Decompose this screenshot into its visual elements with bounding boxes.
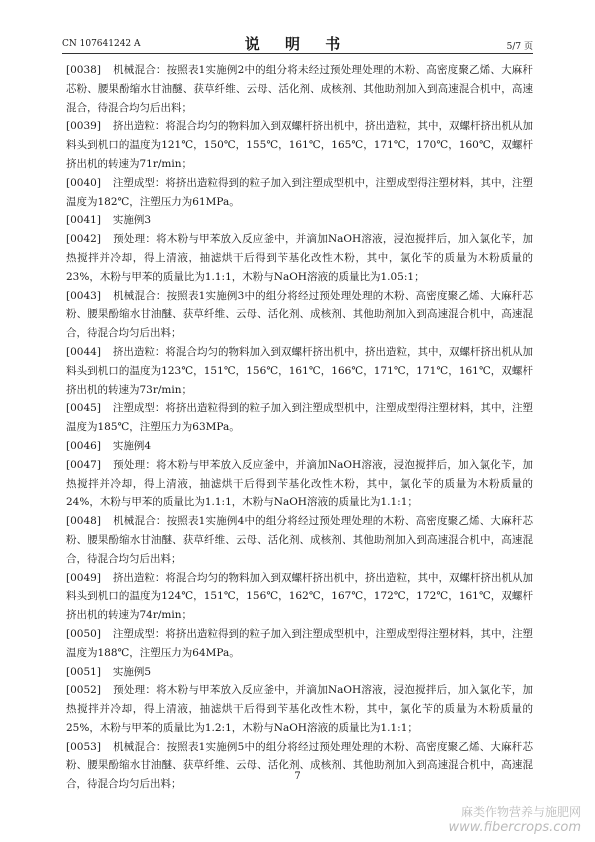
paragraph-0044 [66, 343, 533, 399]
paragraph-0038 [66, 61, 533, 117]
paragraph-number: [0041] [66, 214, 101, 227]
paragraph-text: 注塑成型：将挤出造粒得到的粒子加入到注塑成型机中，注塑成型得注塑材料，其中，注塑温度为182℃，注塑压力为61MPa。 [66, 176, 533, 208]
paragraph-number: [0050] [66, 627, 101, 640]
header-rule [62, 53, 533, 54]
paragraph-number: [0046] [66, 439, 101, 452]
section-heading: 实施例5 [112, 665, 152, 678]
paragraph-0042 [66, 230, 533, 286]
page-number: 7 [294, 771, 301, 782]
paragraph-0051 [66, 663, 533, 682]
paragraph-0040 [66, 174, 533, 212]
paragraph-text: 预处理：将木粉与甲苯放入反应釜中，并滴加NaOH溶液，浸泡搅拌后，加入氯化苄，加热搅拌并冷却，得上清液，抽滤烘干后得到苄基化改性木粉，其中，氯化苄的质量为木粉质量的24%，木粉与甲苯的质量比为1.1:1，木粉与NaOH溶液的质量比为1.1:1； [66, 458, 533, 509]
watermark [448, 803, 581, 835]
paragraph-number: [0039] [66, 120, 101, 133]
paragraph-0050 [66, 625, 533, 663]
paragraph-text: 挤出造粒：将混合均匀的物料加入到双螺杆挤出机中，挤出造粒，其中，双螺杆挤出机从加料头到机口的温度为121℃，150℃，155℃，161℃，165℃，171℃，170℃，160℃，双螺杆挤出机的转速为71r/min； [66, 120, 533, 170]
paragraph-0053 [66, 738, 533, 794]
paragraph-number: [0047] [66, 458, 101, 471]
publication-number: CN 107641242 A [62, 39, 141, 49]
paragraph-number: [0042] [66, 233, 101, 246]
paragraph-number: [0044] [66, 345, 101, 358]
paragraph-number: [0045] [66, 402, 101, 415]
paragraph-text: 挤出造粒：将混合均匀的物料加入到双螺杆挤出机中，挤出造粒，其中，双螺杆挤出机从加料头到机口的温度为123℃，151℃，156℃，161℃，166℃，171℃，171℃，161℃，双螺杆挤出机的转速为73r/min； [66, 345, 533, 396]
paragraph-0039 [66, 117, 533, 173]
document-title: 说 明 书 [244, 35, 351, 53]
paragraph-number: [0049] [66, 571, 101, 584]
paragraph-number: [0038] [66, 64, 101, 76]
paragraph-0041 [66, 211, 533, 230]
paragraph-number: [0043] [66, 289, 101, 302]
paragraph-0045 [66, 399, 533, 437]
paragraph-number: [0053] [66, 740, 101, 753]
paragraph-0046 [66, 437, 533, 456]
paragraph-number: [0051] [66, 665, 101, 678]
page-info: 5/7 页 [506, 42, 533, 52]
paragraph-number: [0048] [66, 515, 101, 528]
paragraph-number: [0052] [66, 684, 101, 697]
paragraph-text: 预处理：将木粉与甲苯放入反应釜中，并滴加NaOH溶液，浸泡搅拌后，加入氯化苄，加热搅拌并冷却，得上清液，抽滤烘干后得到苄基化改性木粉，其中，氯化苄的质量为木粉质量的23%，木粉与甲苯的质量比为1.1:1，木粉与NaOH溶液的质量比为1.05:1； [66, 233, 533, 283]
paragraph-text: 机械混合：按照表1实施例5中的组分将经过预处理处理的木粉、高密度聚乙烯、大麻秆芯粉、腰果酚缩水甘油醚、获草纤维、云母、活化剂、成核剂、其他助剂加入到高速混合机中，高速混合，待混合均匀后出料； [66, 740, 533, 791]
paragraph-0047 [66, 456, 533, 512]
paragraph-text: 挤出造粒：将混合均匀的物料加入到双螺杆挤出机中，挤出造粒，其中，双螺杆挤出机从加料头到机口的温度为124℃，151℃，156℃，162℃，167℃，172℃，172℃，161℃，双螺杆挤出机的转速为74r/min； [66, 571, 533, 622]
paragraph-text: 注塑成型：将挤出造粒得到的粒子加入到注塑成型机中，注塑成型得注塑材料，其中，注塑温度为188℃，注塑压力为64MPa。 [66, 627, 533, 659]
paragraph-0043 [66, 287, 533, 343]
paragraph-text: 机械混合：按照表1实施例4中的组分将经过预处理处理的木粉、高密度聚乙烯、大麻秆芯粉、腰果酚缩水甘油醚、获草纤维、云母、活化剂、成核剂、其他助剂加入到高速混合机中，高速混合，待混合均匀后出料； [66, 515, 533, 565]
paragraph-text: 机械混合：按照表1实施例3中的组分将经过预处理处理的木粉、高密度聚乙烯、大麻秆芯粉、腰果酚缩水甘油醚、获草纤维、云母、活化剂、成核剂、其他助剂加入到高速混合机中，高速混合，待混合均匀后出料； [66, 289, 533, 340]
paragraph-0049 [66, 569, 533, 625]
section-heading: 实施例3 [112, 214, 152, 227]
page-header [0, 0, 595, 58]
paragraph-text: 机械混合：按照表1实施例2中的组分将未经过预处理处理的木粉、高密度聚乙烯、大麻秆芯粉、腰果酚缩水甘油醚、获草纤维、云母、活化剂、成核剂、其他助剂加入到高速混合机中，高速混合，待混合均匀后出料； [66, 64, 533, 114]
document-body [66, 61, 533, 794]
paragraph-text: 预处理：将木粉与甲苯放入反应釜中，并滴加NaOH溶液，浸泡搅拌后，加入氯化苄，加热搅拌并冷却，得上清液，抽滤烘干后得到苄基化改性木粉，其中，氯化苄的质量为木粉质量的25%，木粉与甲苯的质量比为1.2:1，木粉与NaOH溶液的质量比为1.1:1； [66, 684, 533, 734]
watermark-text: 麻类作物营养与施肥网 [460, 805, 581, 819]
section-heading: 实施例4 [112, 439, 152, 452]
paragraph-number: [0040] [66, 176, 101, 189]
paragraph-0052 [66, 681, 533, 737]
paragraph-text: 注塑成型：将挤出造粒得到的粒子加入到注塑成型机中，注塑成型得注塑材料，其中，注塑温度为185℃，注塑压力为63MPa。 [66, 402, 533, 434]
watermark-url: www.fibercrops.com [448, 820, 581, 835]
paragraph-0048 [66, 512, 533, 568]
